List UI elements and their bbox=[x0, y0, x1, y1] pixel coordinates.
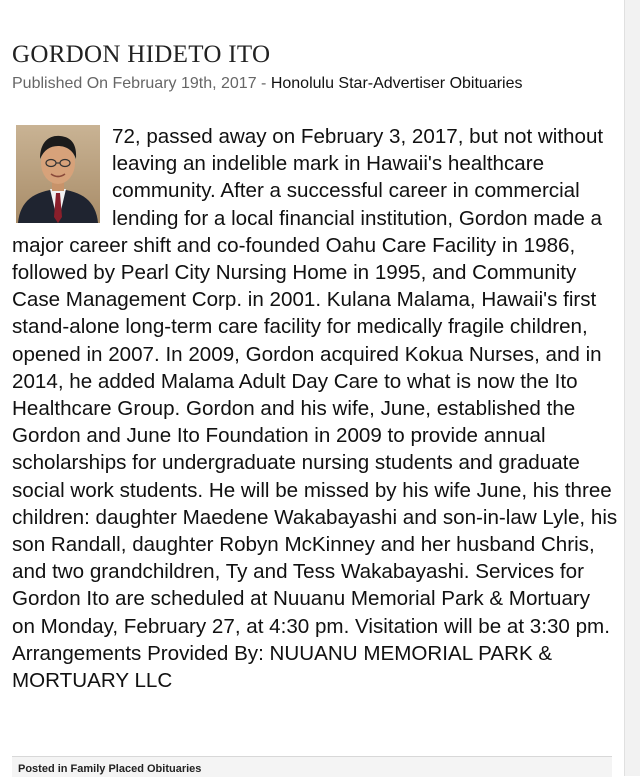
portrait-photo bbox=[16, 125, 100, 223]
obituary-body bbox=[12, 123, 618, 694]
posted-in-label: Posted in Family Placed Obituaries bbox=[18, 763, 202, 775]
posted-in-footer bbox=[12, 756, 612, 777]
obituary-text: 72, passed away on February 3, 2017, but not without leaving an indelible mark in Hawaii's healthcare community. After a successful career in commercial lending for a local financial institution, Gordon made a major career shift and co-founded Oahu Care Facility in 1986, followed by Pearl City Nursing Home in 1995, and Community Case Management Corp. in 2001. Kulana Malama, Hawaii's first stand-alone long-term care facility for medically fragile children, opened in 2007. In 2009, Gordon acquired Kokua Nurses, and in 2014, he added Malama Adult Day Care to what is now the Ito Healthcare Group. Gordon and his wife, June, established the Gordon and June Ito Foundation in 2009 to provide annual scholarships for undergraduate nursing students and graduate social work students. He will be missed by his wife June, his three children: daughter Maedene Wakabayashi and son-in-law Lyle, his son Randall, daughter Robyn McKinney and her husband Chris, and two grandchildren, Ty and Tess Wakabayashi. Services for Gordon Ito are scheduled at Nuuanu Memorial Park & Mortuary on Monday, February 27, at 4:30 pm. Visitation will be at 3:30 pm. Arrangements Provided By: NUUANU MEMORIAL PARK & MORTUARY LLC bbox=[12, 125, 618, 693]
source-link[interactable]: Honolulu Star-Advertiser Obituaries bbox=[270, 75, 523, 92]
obituary-title: GORDON HIDETO ITO bbox=[12, 41, 271, 68]
published-date: Published On February 19th, 2017 - bbox=[12, 75, 271, 92]
published-meta bbox=[12, 73, 612, 95]
page-edge bbox=[624, 0, 640, 776]
